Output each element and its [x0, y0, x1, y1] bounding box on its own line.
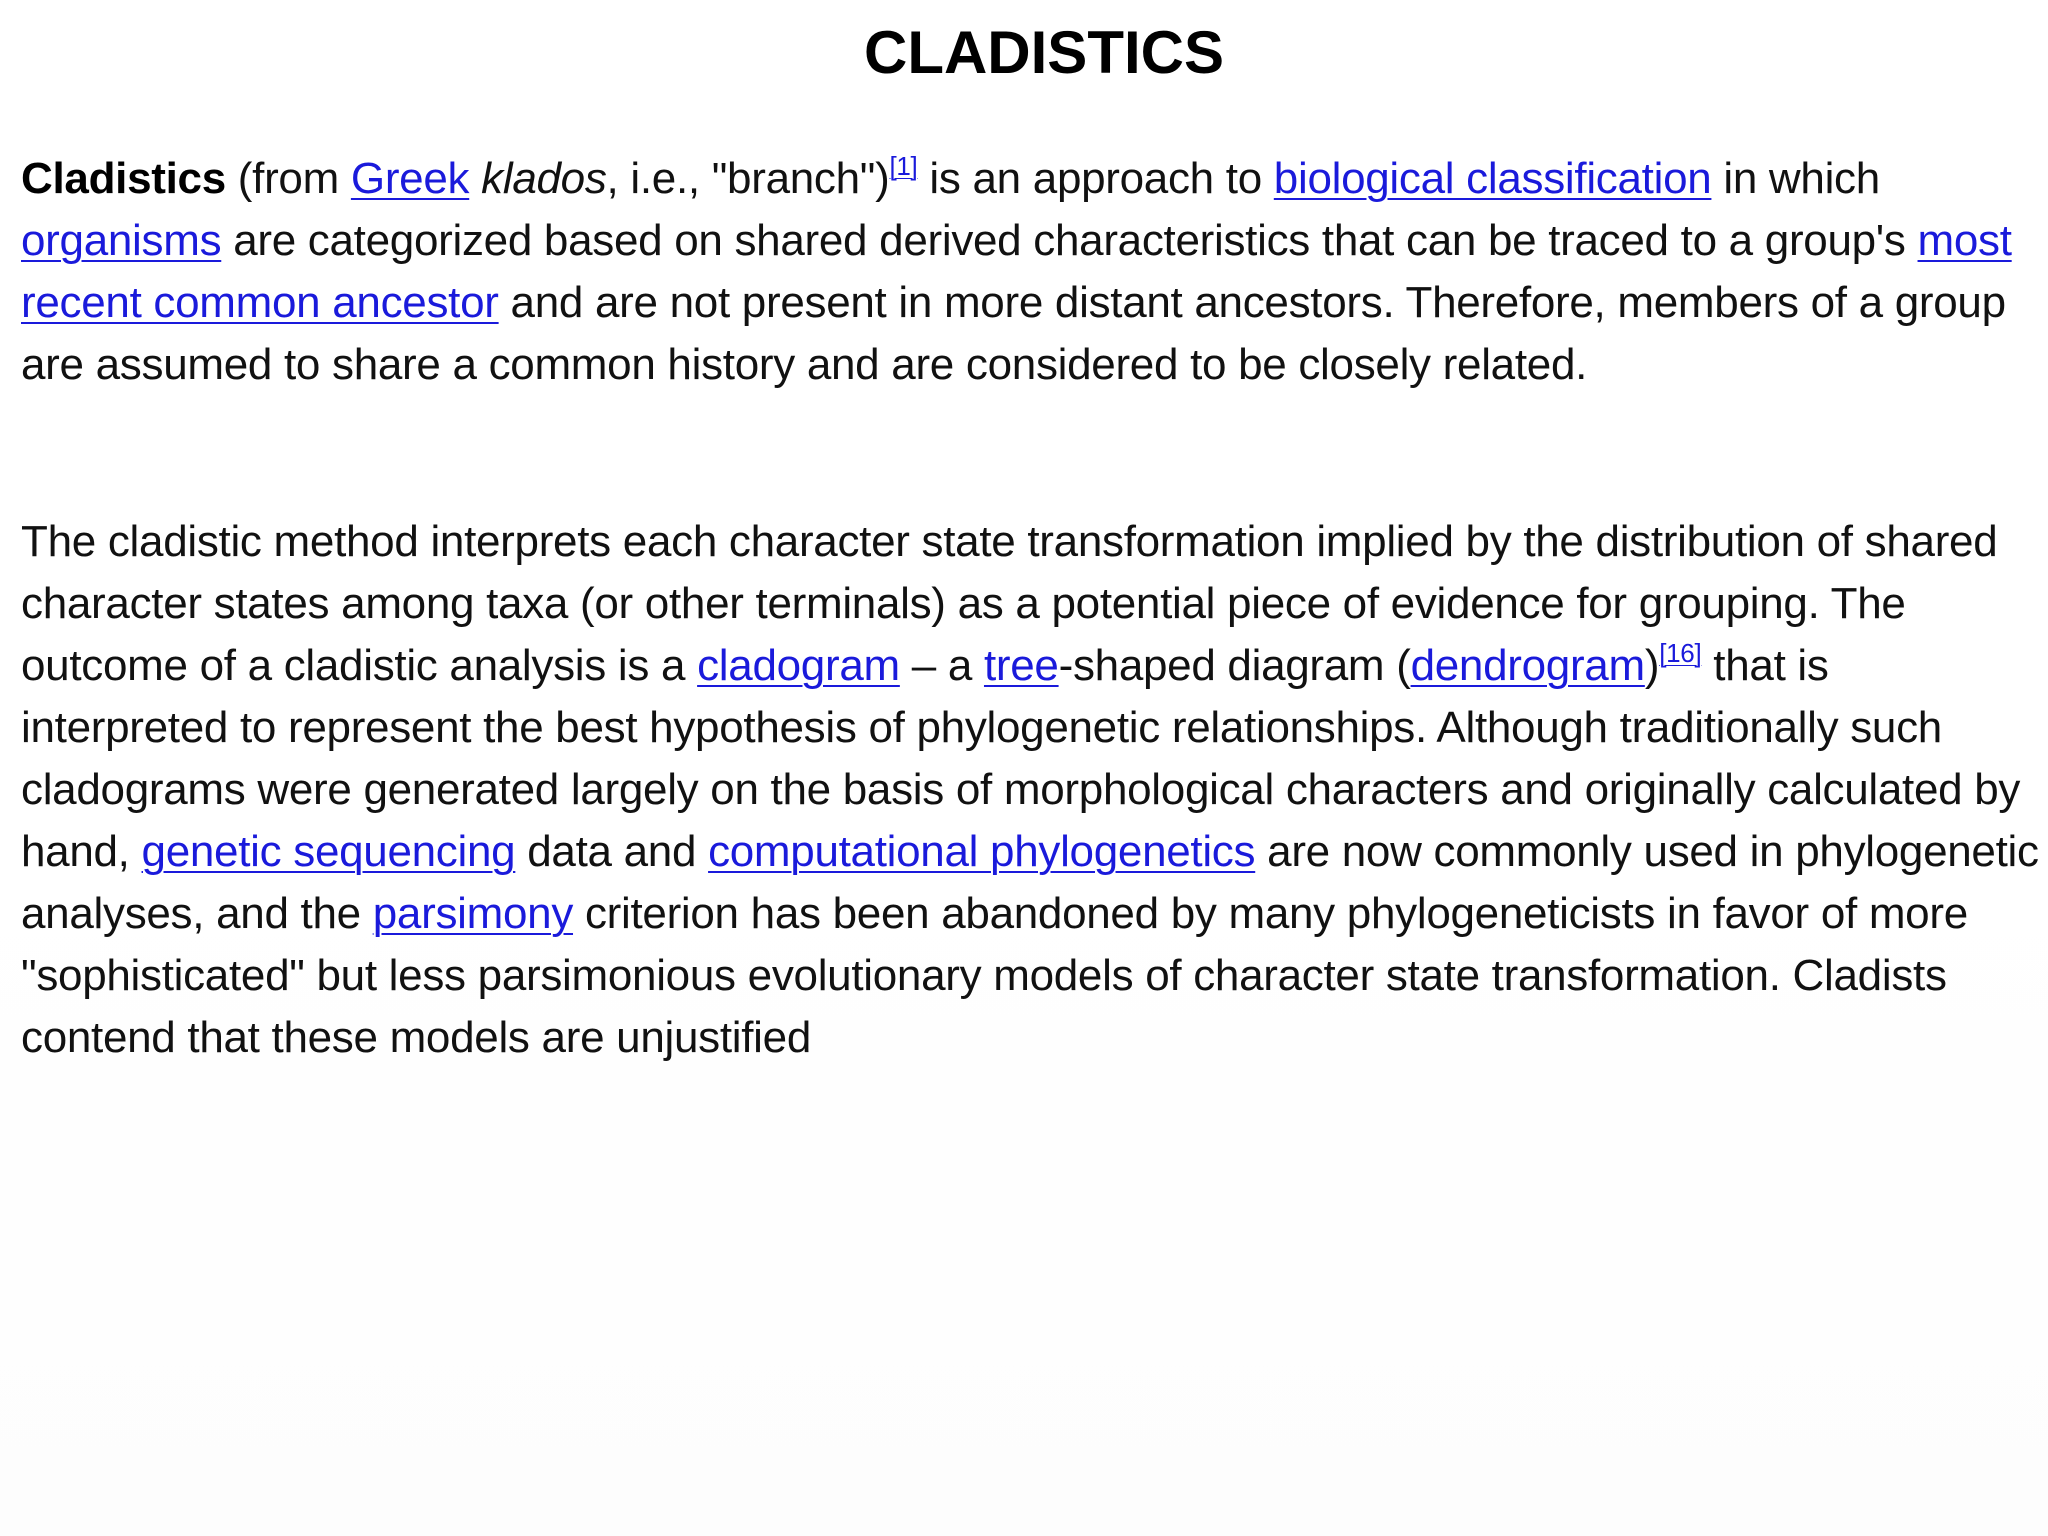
text-run: ) [1644, 641, 1660, 690]
text-run: that is interpreted to represent the best hypothesis of phylogenetic relationships. Although traditionally such cladograms were generated largely on the basis of morphological characters and originally calculated by hand, [21, 641, 2021, 876]
reference-link-16[interactable]: [16] [1659, 638, 1702, 668]
reference-link-1[interactable]: [1] [889, 151, 918, 181]
link-biological-classification[interactable]: biological classification [1273, 154, 1712, 203]
paragraph-method [21, 511, 2041, 1069]
link-most-recent-common-ancestor[interactable]: most recent common ancestor [21, 216, 2012, 327]
link-genetic-sequencing[interactable]: genetic sequencing [141, 827, 516, 876]
link-organisms[interactable]: organisms [21, 216, 222, 265]
reference-1 [889, 151, 917, 181]
text-run: , i.e., "branch") [606, 154, 890, 203]
reference-16 [1659, 638, 1701, 668]
link-computational-phylogenetics[interactable]: computational phylogenetics [708, 827, 1256, 876]
term-klados: klados [481, 154, 607, 203]
text-run: are now commonly used in phylogenetic analyses, and the [21, 827, 2039, 938]
term-cladistics: Cladistics [21, 154, 226, 203]
link-dendrogram[interactable]: dendrogram [1410, 641, 1645, 690]
link-parsimony[interactable]: parsimony [372, 889, 574, 938]
text-run: and are not present in more distant ancestors. Therefore, members of a group are assumed to share a common history and are considered to be closely related. [21, 278, 2006, 389]
paragraph-definition [21, 148, 2041, 396]
text-run [469, 154, 481, 203]
text-run: criterion has been abandoned by many phylogeneticists in favor of more "sophisticated" but less parsimonious evolutionary models of character state transformation. Cladists contend that these models are unjustified [21, 889, 1968, 1062]
link-greek[interactable]: Greek [350, 154, 470, 203]
text-run: data and [515, 827, 709, 876]
page-title: CLADISTICS [864, 19, 1224, 86]
text-run: is an approach to [917, 154, 1274, 203]
text-run: (from [225, 154, 351, 203]
text-run: The cladistic method interprets each character state transformation implied by the distribution of shared character states among taxa (or other terminals) as a potential piece of evidence for grouping. The outcome of a cladistic analysis is a [21, 517, 1998, 690]
text-run: -shaped diagram ( [1058, 641, 1411, 690]
text-run: in which [1711, 154, 1880, 203]
link-cladogram[interactable]: cladogram [697, 641, 900, 690]
text-run: are categorized based on shared derived characteristics that can be traced to a group's [221, 216, 1918, 265]
text-run: – a [899, 641, 984, 690]
link-tree[interactable]: tree [983, 641, 1059, 690]
